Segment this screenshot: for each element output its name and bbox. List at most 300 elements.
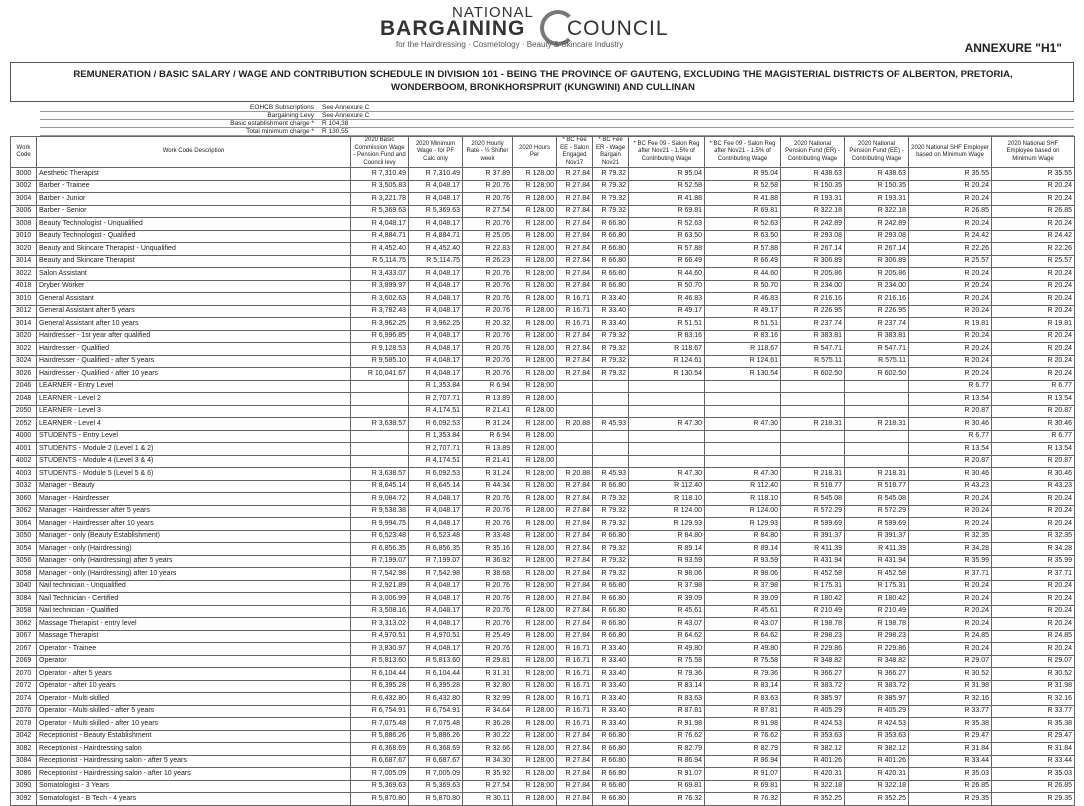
table-row bbox=[11, 168, 1075, 181]
value-cell: R 13.54 bbox=[992, 443, 1075, 456]
value-cell: R 4,048.17 bbox=[409, 193, 463, 206]
value-cell: R 35.38 bbox=[992, 718, 1075, 731]
value-cell: R 91.07 bbox=[629, 768, 705, 781]
value-cell: R 27.84 bbox=[557, 330, 593, 343]
value-cell: R 6,687.67 bbox=[351, 755, 409, 768]
value-cell: R 30.52 bbox=[909, 668, 992, 681]
value-cell: R 27.54 bbox=[463, 205, 513, 218]
value-cell: R 3,638.57 bbox=[351, 468, 409, 481]
work-code-cell: 3014 bbox=[11, 318, 37, 331]
value-cell: R 35.92 bbox=[463, 768, 513, 781]
work-code-cell: 3008 bbox=[11, 218, 37, 231]
value-cell: R 37.71 bbox=[909, 568, 992, 581]
value-cell: R 366.27 bbox=[781, 668, 845, 681]
value-cell: R 49.17 bbox=[705, 305, 781, 318]
value-cell: R 4,048.17 bbox=[409, 493, 463, 506]
value-cell: R 24.42 bbox=[909, 230, 992, 243]
charge-label: Basic establishment charge * bbox=[230, 120, 314, 127]
value-cell: R 44.34 bbox=[463, 480, 513, 493]
value-cell: R 66.80 bbox=[593, 605, 629, 618]
logo-council-text: COUNCIL bbox=[567, 17, 669, 40]
value-cell: R 41.88 bbox=[629, 193, 705, 206]
value-cell: R 438.63 bbox=[845, 168, 909, 181]
value-cell: R 3,006.99 bbox=[351, 593, 409, 606]
value-cell: R 2,707.71 bbox=[409, 393, 463, 406]
value-cell: R 87.81 bbox=[629, 705, 705, 718]
value-cell: R 4,048.17 bbox=[409, 343, 463, 356]
column-header: 2020 National SHF Employer based on Minimum Wage bbox=[909, 137, 992, 168]
value-cell: R 27.54 bbox=[463, 780, 513, 793]
work-description-cell: LEARNER - Level 4 bbox=[37, 418, 351, 431]
value-cell: R 66.80 bbox=[593, 593, 629, 606]
value-cell: R 128.00 bbox=[513, 468, 557, 481]
value-cell: R 16.71 bbox=[557, 718, 593, 731]
value-cell: R 66.80 bbox=[593, 530, 629, 543]
work-description-cell: Beauty and Skincare Therapist - Unqualified bbox=[37, 243, 351, 256]
value-cell: R 4,048.17 bbox=[409, 305, 463, 318]
value-cell: R 5,369.63 bbox=[409, 205, 463, 218]
value-cell: R 293.08 bbox=[781, 230, 845, 243]
value-cell: R 4,884.71 bbox=[351, 230, 409, 243]
value-cell: R 128.00 bbox=[513, 293, 557, 306]
value-cell: R 128.00 bbox=[513, 430, 557, 443]
value-cell: R 128.00 bbox=[513, 580, 557, 593]
header-row bbox=[11, 137, 1075, 168]
value-cell: R 83.16 bbox=[629, 330, 705, 343]
value-cell: R 352.25 bbox=[845, 793, 909, 806]
value-cell: R 293.08 bbox=[845, 230, 909, 243]
value-cell: R 20.24 bbox=[909, 505, 992, 518]
value-cell: R 2,707.71 bbox=[409, 443, 463, 456]
value-cell: R 82.79 bbox=[629, 743, 705, 756]
value-cell: R 128.00 bbox=[513, 555, 557, 568]
work-code-cell: 3064 bbox=[11, 518, 37, 531]
value-cell: R 545.08 bbox=[781, 493, 845, 506]
value-cell: R 35.55 bbox=[992, 168, 1075, 181]
value-cell: R 79.32 bbox=[593, 505, 629, 518]
table-row bbox=[11, 530, 1075, 543]
work-code-cell: 2072 bbox=[11, 680, 37, 693]
value-cell: R 30.22 bbox=[463, 730, 513, 743]
value-cell: R 22.26 bbox=[909, 243, 992, 256]
work-code-cell: 3054 bbox=[11, 543, 37, 556]
value-cell: R 51.51 bbox=[705, 318, 781, 331]
value-cell: R 32.35 bbox=[992, 530, 1075, 543]
value-cell: R 128.00 bbox=[513, 730, 557, 743]
value-cell: R 424.53 bbox=[845, 718, 909, 731]
value-cell: R 401.26 bbox=[845, 755, 909, 768]
work-description-cell: Operator - Trainee bbox=[37, 643, 351, 656]
value-cell: R 3,313.02 bbox=[351, 618, 409, 631]
value-cell: R 5,369.63 bbox=[409, 780, 463, 793]
value-cell: R 128.00 bbox=[513, 680, 557, 693]
value-cell: R 27.84 bbox=[557, 205, 593, 218]
value-cell: R 83.16 bbox=[705, 330, 781, 343]
value-cell: R 20.24 bbox=[992, 343, 1075, 356]
value-cell: R 385.97 bbox=[781, 693, 845, 706]
work-description-cell: Hairdresser - Qualified - after 5 years bbox=[37, 355, 351, 368]
value-cell: R 20.76 bbox=[463, 268, 513, 281]
value-cell: R 27.84 bbox=[557, 255, 593, 268]
value-cell: R 124.00 bbox=[629, 505, 705, 518]
value-cell: R 20.24 bbox=[992, 580, 1075, 593]
value-cell: R 7,199.07 bbox=[351, 555, 409, 568]
value-cell: R 383.81 bbox=[845, 330, 909, 343]
value-cell: R 64.62 bbox=[705, 630, 781, 643]
value-cell: R 4,048.17 bbox=[409, 505, 463, 518]
value-cell: R 79.32 bbox=[593, 193, 629, 206]
value-cell: R 34.28 bbox=[992, 543, 1075, 556]
table-row bbox=[11, 518, 1075, 531]
work-description-cell: Operator - after 5 years bbox=[37, 668, 351, 681]
value-cell: R 79.32 bbox=[593, 180, 629, 193]
value-cell: R 2,921.89 bbox=[351, 580, 409, 593]
value-cell: R 382.12 bbox=[845, 743, 909, 756]
value-cell: R 84.80 bbox=[705, 530, 781, 543]
work-description-cell: Manager - Beauty bbox=[37, 480, 351, 493]
value-cell: R 20.24 bbox=[909, 218, 992, 231]
value-cell: R 50.70 bbox=[629, 280, 705, 293]
work-description-cell: Hairdresser - 1st year after qualified bbox=[37, 330, 351, 343]
logo bbox=[380, 4, 710, 48]
value-cell: R 128.00 bbox=[513, 205, 557, 218]
value-cell: R 237.74 bbox=[781, 318, 845, 331]
work-code-cell: 3084 bbox=[11, 755, 37, 768]
page-title: REMUNERATION / BASIC SALARY / WAGE AND CONTRIBUTION SCHEDULE IN DIVISION 101 - BEING THE PROVINCE OF GAUTENG, EXCLUDING THE MAGISTERIAL DISTRICTS OF ALBERTON, PRETORIA, WONDERBOOM, BRONKHORSPRUIT (KUNGWINI) AND CULLINAN bbox=[73, 69, 1013, 93]
value-cell: R 5,369.63 bbox=[351, 780, 409, 793]
value-cell: R 20.24 bbox=[909, 618, 992, 631]
value-cell: R 128.00 bbox=[513, 305, 557, 318]
value-cell: R 35.99 bbox=[909, 555, 992, 568]
value-cell: R 16.71 bbox=[557, 693, 593, 706]
value-cell: R 47.30 bbox=[629, 468, 705, 481]
value-cell: R 175.31 bbox=[781, 580, 845, 593]
value-cell bbox=[705, 380, 781, 393]
value-cell: R 49.80 bbox=[629, 643, 705, 656]
value-cell bbox=[557, 405, 593, 418]
table-row bbox=[11, 630, 1075, 643]
value-cell: R 52.63 bbox=[629, 218, 705, 231]
value-cell: R 20.76 bbox=[463, 180, 513, 193]
value-cell: R 128.00 bbox=[513, 618, 557, 631]
value-cell: R 599.69 bbox=[781, 518, 845, 531]
value-cell: R 87.81 bbox=[705, 705, 781, 718]
table-row bbox=[11, 755, 1075, 768]
value-cell: R 27.84 bbox=[557, 568, 593, 581]
table-row bbox=[11, 493, 1075, 506]
value-cell: R 128.00 bbox=[513, 568, 557, 581]
value-cell: R 4,048.17 bbox=[409, 268, 463, 281]
value-cell: R 76.32 bbox=[629, 793, 705, 806]
value-cell: R 267.14 bbox=[845, 243, 909, 256]
value-cell: R 128.00 bbox=[513, 718, 557, 731]
value-cell: R 3,505.83 bbox=[351, 180, 409, 193]
value-cell: R 98.06 bbox=[629, 568, 705, 581]
work-code-cell: 4002 bbox=[11, 455, 37, 468]
table-row bbox=[11, 305, 1075, 318]
value-cell: R 130.54 bbox=[705, 368, 781, 381]
value-cell: R 218.31 bbox=[845, 468, 909, 481]
value-cell: R 4,048.17 bbox=[409, 330, 463, 343]
value-cell: R 4,048.17 bbox=[409, 593, 463, 606]
work-description-cell: Beauty Technologist - Qualified bbox=[37, 230, 351, 243]
value-cell: R 16.71 bbox=[557, 293, 593, 306]
value-cell: R 20.76 bbox=[463, 355, 513, 368]
value-cell: R 1,353.84 bbox=[409, 430, 463, 443]
value-cell: R 24.85 bbox=[909, 630, 992, 643]
value-cell: R 20.87 bbox=[909, 455, 992, 468]
value-cell: R 33.40 bbox=[593, 680, 629, 693]
value-cell: R 91.98 bbox=[629, 718, 705, 731]
value-cell: R 383.72 bbox=[845, 680, 909, 693]
value-cell: R 63.50 bbox=[629, 230, 705, 243]
value-cell: R 33.40 bbox=[593, 705, 629, 718]
value-cell: R 25.57 bbox=[909, 255, 992, 268]
value-cell: R 3,602.63 bbox=[351, 293, 409, 306]
value-cell: R 34.30 bbox=[463, 755, 513, 768]
value-cell: R 5,114.75 bbox=[351, 255, 409, 268]
value-cell: R 128.00 bbox=[513, 380, 557, 393]
value-cell: R 46.83 bbox=[705, 293, 781, 306]
value-cell: R 69.81 bbox=[705, 780, 781, 793]
value-cell: R 98.06 bbox=[705, 568, 781, 581]
work-code-cell: 3060 bbox=[11, 493, 37, 506]
value-cell: R 129.93 bbox=[629, 518, 705, 531]
value-cell: R 4,048.17 bbox=[409, 618, 463, 631]
value-cell: R 6,104.44 bbox=[351, 668, 409, 681]
value-cell: R 20.88 bbox=[557, 468, 593, 481]
value-cell: R 6,996.85 bbox=[351, 330, 409, 343]
work-description-cell: Receptionist - Hairdressing salon - after 10 years bbox=[37, 768, 351, 781]
value-cell: R 38.68 bbox=[463, 568, 513, 581]
value-cell: R 128.00 bbox=[513, 768, 557, 781]
work-code-cell: 4018 bbox=[11, 280, 37, 293]
value-cell: R 83.14 bbox=[705, 680, 781, 693]
value-cell: R 5,870.80 bbox=[409, 793, 463, 806]
value-cell: R 128.00 bbox=[513, 668, 557, 681]
value-cell: R 36.28 bbox=[463, 718, 513, 731]
value-cell bbox=[593, 455, 629, 468]
value-cell: R 322.18 bbox=[781, 780, 845, 793]
value-cell: R 75.58 bbox=[629, 655, 705, 668]
work-code-cell: 2070 bbox=[11, 668, 37, 681]
work-code-cell: 3000 bbox=[11, 168, 37, 181]
value-cell bbox=[705, 443, 781, 456]
value-cell bbox=[705, 455, 781, 468]
value-cell: R 20.76 bbox=[463, 330, 513, 343]
logo-tagline: for the Hairdressing · Cosmetology · Beauty & Skincare Industry bbox=[396, 40, 624, 49]
column-header: 2020 Hours Per bbox=[513, 137, 557, 168]
value-cell: R 128.00 bbox=[513, 705, 557, 718]
value-cell bbox=[705, 430, 781, 443]
value-cell: R 27.84 bbox=[557, 343, 593, 356]
value-cell: R 20.24 bbox=[992, 305, 1075, 318]
value-cell: R 20.24 bbox=[992, 268, 1075, 281]
value-cell: R 599.69 bbox=[845, 518, 909, 531]
charge-row bbox=[10, 112, 1074, 120]
value-cell: R 66.80 bbox=[593, 218, 629, 231]
value-cell: R 44.60 bbox=[629, 268, 705, 281]
value-cell: R 20.24 bbox=[909, 605, 992, 618]
value-cell: R 438.63 bbox=[781, 168, 845, 181]
value-cell: R 75.58 bbox=[705, 655, 781, 668]
work-description-cell: Massage Therapist - entry level bbox=[37, 618, 351, 631]
charge-value: R 104,38 bbox=[322, 120, 349, 127]
value-cell: R 45.93 bbox=[593, 468, 629, 481]
value-cell: R 348.82 bbox=[845, 655, 909, 668]
work-description-cell: Barber - Trainee bbox=[37, 180, 351, 193]
work-description-cell: Nail Technician - Certified bbox=[37, 593, 351, 606]
value-cell: R 6,754.91 bbox=[409, 705, 463, 718]
table-row bbox=[11, 268, 1075, 281]
work-code-cell: 3062 bbox=[11, 618, 37, 631]
table-row bbox=[11, 380, 1075, 393]
value-cell: R 16.71 bbox=[557, 680, 593, 693]
value-cell: R 20.76 bbox=[463, 280, 513, 293]
value-cell bbox=[781, 393, 845, 406]
value-cell: R 20.24 bbox=[992, 493, 1075, 506]
value-cell: R 7,310.49 bbox=[351, 168, 409, 181]
value-cell: R 6,368.69 bbox=[351, 743, 409, 756]
value-cell bbox=[781, 430, 845, 443]
value-cell: R 16.71 bbox=[557, 305, 593, 318]
work-code-cell: 3010 bbox=[11, 293, 37, 306]
value-cell: R 19.81 bbox=[992, 318, 1075, 331]
value-cell: R 216.16 bbox=[845, 293, 909, 306]
value-cell: R 31.84 bbox=[992, 743, 1075, 756]
work-code-cell: 3010 bbox=[11, 230, 37, 243]
value-cell: R 547.71 bbox=[781, 343, 845, 356]
value-cell: R 205.86 bbox=[781, 268, 845, 281]
value-cell: R 27.84 bbox=[557, 505, 593, 518]
value-cell: R 175.31 bbox=[845, 580, 909, 593]
value-cell: R 6,432.80 bbox=[409, 693, 463, 706]
table-row bbox=[11, 430, 1075, 443]
work-description-cell: Somatologist - B Tech - 4 years bbox=[37, 793, 351, 806]
value-cell: R 57.88 bbox=[629, 243, 705, 256]
value-cell: R 35.03 bbox=[909, 768, 992, 781]
column-header: 2020 Hourly Rate - ½ Shifter week bbox=[463, 137, 513, 168]
value-cell: R 39.09 bbox=[705, 593, 781, 606]
value-cell: R 431.94 bbox=[845, 555, 909, 568]
value-cell: R 518.77 bbox=[845, 480, 909, 493]
value-cell bbox=[629, 393, 705, 406]
value-cell: R 20.24 bbox=[992, 280, 1075, 293]
value-cell: R 6,395.28 bbox=[351, 680, 409, 693]
column-header: 2020 National Pension Fund (ER) - Contributing Wage bbox=[781, 137, 845, 168]
value-cell: R 3,782.43 bbox=[351, 305, 409, 318]
value-cell: R 24.85 bbox=[992, 630, 1075, 643]
value-cell: R 198.78 bbox=[845, 618, 909, 631]
value-cell: R 602.50 bbox=[781, 368, 845, 381]
value-cell: R 20.24 bbox=[909, 593, 992, 606]
value-cell: R 93.59 bbox=[629, 555, 705, 568]
value-cell: R 575.11 bbox=[781, 355, 845, 368]
column-header: 2020 Minimum Wage - for PF Calc only bbox=[409, 137, 463, 168]
work-code-cell: 3092 bbox=[11, 793, 37, 806]
value-cell: R 353.63 bbox=[781, 730, 845, 743]
value-cell: R 366.27 bbox=[845, 668, 909, 681]
value-cell: R 452.58 bbox=[781, 568, 845, 581]
value-cell: R 20.24 bbox=[992, 518, 1075, 531]
work-code-cell: 3032 bbox=[11, 480, 37, 493]
value-cell: R 37.71 bbox=[992, 568, 1075, 581]
value-cell: R 9,538.38 bbox=[351, 505, 409, 518]
value-cell: R 29.07 bbox=[909, 655, 992, 668]
value-cell: R 420.31 bbox=[845, 768, 909, 781]
value-cell: R 3,638.57 bbox=[351, 418, 409, 431]
value-cell: R 128.00 bbox=[513, 780, 557, 793]
value-cell bbox=[705, 393, 781, 406]
work-description-cell: Receptionist - Hairdressing salon - after 5 years bbox=[37, 755, 351, 768]
title-box bbox=[10, 62, 1074, 102]
work-code-cell: 3090 bbox=[11, 780, 37, 793]
work-code-cell: 3040 bbox=[11, 580, 37, 593]
value-cell bbox=[351, 443, 409, 456]
work-description-cell: Manager - only (Hairdressing) after 10 years bbox=[37, 568, 351, 581]
work-description-cell: Manager - only (Hairdressing) after 5 years bbox=[37, 555, 351, 568]
value-cell: R 33.40 bbox=[593, 293, 629, 306]
work-description-cell: Manager - Hairdresser after 5 years bbox=[37, 505, 351, 518]
value-cell bbox=[593, 380, 629, 393]
table-row bbox=[11, 705, 1075, 718]
value-cell: R 29.47 bbox=[992, 730, 1075, 743]
value-cell: R 46.83 bbox=[629, 293, 705, 306]
value-cell: R 128.00 bbox=[513, 480, 557, 493]
value-cell: R 36.92 bbox=[463, 555, 513, 568]
value-cell: R 39.09 bbox=[629, 593, 705, 606]
work-code-cell: 3067 bbox=[11, 630, 37, 643]
work-code-cell: 3014 bbox=[11, 255, 37, 268]
value-cell: R 84.80 bbox=[629, 530, 705, 543]
work-description-cell: Somatologist - 3 Years bbox=[37, 780, 351, 793]
value-cell: R 6,523.48 bbox=[409, 530, 463, 543]
value-cell: R 118.67 bbox=[629, 343, 705, 356]
value-cell: R 20.24 bbox=[992, 180, 1075, 193]
table-row bbox=[11, 218, 1075, 231]
value-cell: R 128.00 bbox=[513, 755, 557, 768]
value-cell: R 112.40 bbox=[629, 480, 705, 493]
value-cell: R 267.14 bbox=[781, 243, 845, 256]
value-cell: R 22.26 bbox=[992, 243, 1075, 256]
value-cell: R 9,585.10 bbox=[351, 355, 409, 368]
work-code-cell: 3006 bbox=[11, 205, 37, 218]
table-row bbox=[11, 280, 1075, 293]
work-description-cell: Manager - Hairdresser after 10 years bbox=[37, 518, 351, 531]
value-cell: R 27.84 bbox=[557, 755, 593, 768]
value-cell: R 20.24 bbox=[992, 293, 1075, 306]
value-cell: R 4,048.17 bbox=[409, 518, 463, 531]
value-cell: R 49.17 bbox=[629, 305, 705, 318]
value-cell bbox=[629, 455, 705, 468]
value-cell: R 7,542.98 bbox=[409, 568, 463, 581]
value-cell: R 27.84 bbox=[557, 243, 593, 256]
value-cell: R 20.24 bbox=[992, 193, 1075, 206]
work-description-cell: Barber - Junior bbox=[37, 193, 351, 206]
value-cell: R 420.31 bbox=[781, 768, 845, 781]
value-cell: R 20.24 bbox=[909, 493, 992, 506]
work-code-cell: 2074 bbox=[11, 693, 37, 706]
value-cell: R 6,092.53 bbox=[409, 468, 463, 481]
value-cell: R 43.07 bbox=[629, 618, 705, 631]
work-code-cell: 2067 bbox=[11, 643, 37, 656]
value-cell: R 57.88 bbox=[705, 243, 781, 256]
value-cell: R 33.77 bbox=[909, 705, 992, 718]
value-cell: R 5,886.26 bbox=[409, 730, 463, 743]
table-row bbox=[11, 405, 1075, 418]
table-row bbox=[11, 230, 1075, 243]
table-row bbox=[11, 605, 1075, 618]
